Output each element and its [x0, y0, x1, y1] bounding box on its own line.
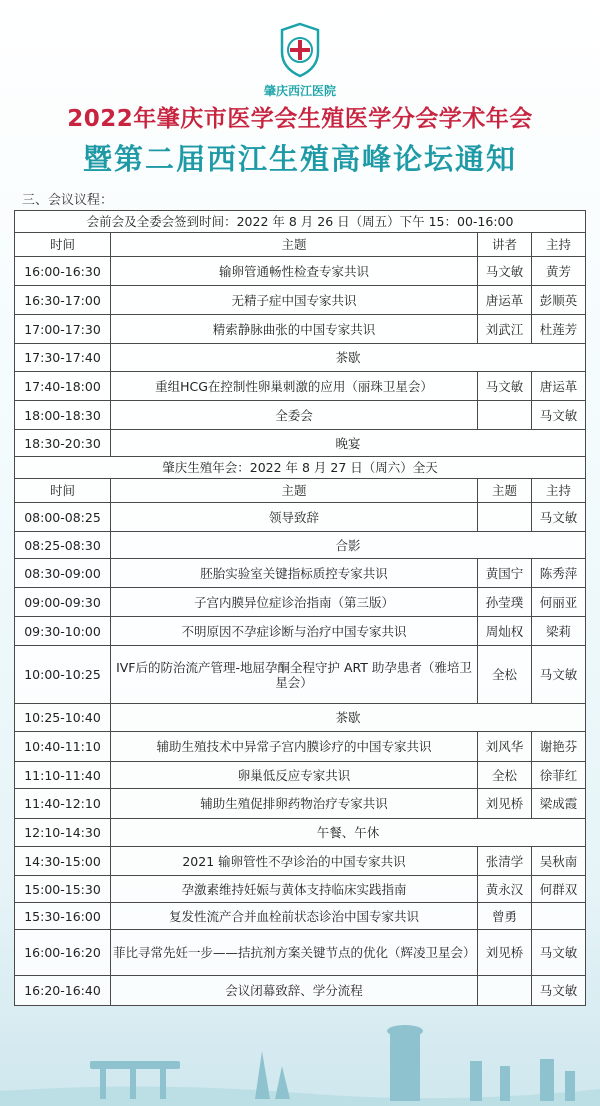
session-topic: 茶歇: [111, 344, 586, 372]
session-time: 17:40-18:00: [15, 372, 111, 401]
session-time: 15:30-16:00: [15, 903, 111, 930]
session-topic: 精索静脉曲张的中国专家共识: [111, 315, 478, 344]
session-chair: 杜莲芳: [532, 315, 586, 344]
day-header: 肇庆生殖年会：2022 年 8 月 27 日（周六）全天: [15, 457, 586, 479]
session-time: 17:00-17:30: [15, 315, 111, 344]
table-row: [15, 847, 586, 876]
session-chair: [532, 903, 586, 930]
session-speaker: 黄永汉: [478, 876, 532, 903]
session-time: 18:30-20:30: [15, 430, 111, 457]
column-header: 主题: [111, 233, 478, 257]
column-header: 主题: [111, 479, 478, 503]
column-header: 主持: [532, 479, 586, 503]
session-speaker: 刘见桥: [478, 789, 532, 819]
session-speaker: [478, 401, 532, 430]
session-time: 15:00-15:30: [15, 876, 111, 903]
table-row: [15, 789, 586, 819]
session-chair: 唐运革: [532, 372, 586, 401]
table-row: [15, 732, 586, 762]
session-time: 09:30-10:00: [15, 617, 111, 646]
session-time: 12:10-14:30: [15, 819, 111, 847]
session-speaker: 曾勇: [478, 903, 532, 930]
day2-header-row: [15, 457, 586, 479]
session-time: 08:30-09:00: [15, 559, 111, 588]
session-chair: 马文敏: [532, 930, 586, 976]
session-topic: 全委会: [111, 401, 478, 430]
session-speaker: 刘风华: [478, 732, 532, 762]
session-topic: 卵巢低反应专家共识: [111, 762, 478, 789]
session-time: 11:10-11:40: [15, 762, 111, 789]
session-topic: 午餐、午休: [111, 819, 586, 847]
table-row: [15, 401, 586, 430]
column-header: 讲者: [478, 233, 532, 257]
session-chair: 马文敏: [532, 976, 586, 1006]
session-time: 11:40-12:10: [15, 789, 111, 819]
session-time: 16:00-16:20: [15, 930, 111, 976]
session-speaker: 周灿权: [478, 617, 532, 646]
table-row: [15, 876, 586, 903]
title-line-1: 2022年肇庆市医学会生殖医学分会学术年会: [67, 106, 533, 132]
column-header: 主持: [532, 233, 586, 257]
session-time: 10:25-10:40: [15, 704, 111, 732]
session-speaker: [478, 976, 532, 1006]
session-topic: 晚宴: [111, 430, 586, 457]
title-line-2: 暨第二届西江生殖高峰论坛通知: [82, 142, 517, 176]
session-speaker: 刘武江: [478, 315, 532, 344]
hospital-name: 肇庆西江医院: [263, 84, 336, 98]
session-topic: 合影: [111, 532, 586, 559]
table-row: [15, 532, 586, 559]
hospital-logo-block: [0, 22, 600, 99]
session-chair: 徐菲红: [532, 762, 586, 789]
session-chair: 梁成霞: [532, 789, 586, 819]
city-skyline-illustration: [0, 1011, 600, 1106]
session-topic: 辅助生殖促排卵药物治疗专家共识: [111, 789, 478, 819]
table-row: [15, 503, 586, 532]
session-chair: 黄芳: [532, 257, 586, 286]
session-topic: 辅助生殖技术中异常子宫内膜诊疗的中国专家共识: [111, 732, 478, 762]
session-topic: 重组HCG在控制性卵巢刺激的应用（丽珠卫星会）: [111, 372, 478, 401]
table-row: [15, 976, 586, 1006]
session-topic: 胚胎实验室关键指标质控专家共识: [111, 559, 478, 588]
session-time: 08:25-08:30: [15, 532, 111, 559]
session-topic: 孕激素维持妊娠与黄体支持临床实践指南: [111, 876, 478, 903]
table-row: [15, 430, 586, 457]
session-chair: 吴秋南: [532, 847, 586, 876]
session-topic: IVF后的防治流产管理-地屈孕酮全程守护 ART 助孕患者（雅培卫星会）: [111, 646, 478, 704]
column-header: 时间: [15, 233, 111, 257]
session-speaker: 刘见桥: [478, 930, 532, 976]
session-chair: 马文敏: [532, 646, 586, 704]
session-topic: 复发性流产合并血栓前状态诊治中国专家共识: [111, 903, 478, 930]
session-speaker: 马文敏: [478, 372, 532, 401]
table-row: [15, 903, 586, 930]
session-topic: 菲比寻常先妊一步——拮抗剂方案关键节点的优化（辉凌卫星会）: [111, 930, 478, 976]
table-row: [15, 372, 586, 401]
section-heading: 三、会议议程：: [22, 193, 114, 208]
session-topic: 输卵管通畅性检查专家共识: [111, 257, 478, 286]
session-topic: 不明原因不孕症诊断与治疗中国专家共识: [111, 617, 478, 646]
session-topic: 无精子症中国专家共识: [111, 286, 478, 315]
column-header: 时间: [15, 479, 111, 503]
session-speaker: 黄国宁: [478, 559, 532, 588]
table-row: [15, 344, 586, 372]
table-row: [15, 762, 586, 789]
session-chair: 谢艳芬: [532, 732, 586, 762]
day1-header-row: [15, 211, 586, 233]
table-row: [15, 646, 586, 704]
session-topic: 会议闭幕致辞、学分流程: [111, 976, 478, 1006]
session-topic: 2021 输卵管性不孕诊治的中国专家共识: [111, 847, 478, 876]
session-speaker: 张清学: [478, 847, 532, 876]
agenda-table: [14, 210, 586, 1006]
session-time: 17:30-17:40: [15, 344, 111, 372]
session-time: 16:20-16:40: [15, 976, 111, 1006]
session-topic: 子宫内膜异位症诊治指南（第三版）: [111, 588, 478, 617]
table-row: [15, 819, 586, 847]
session-chair: 陈秀萍: [532, 559, 586, 588]
session-chair: 彭顺英: [532, 286, 586, 315]
day1-column-header-row: [15, 233, 586, 257]
session-chair: 马文敏: [532, 503, 586, 532]
session-speaker: 全松: [478, 762, 532, 789]
session-time: 16:00-16:30: [15, 257, 111, 286]
session-time: 10:40-11:10: [15, 732, 111, 762]
session-time: 16:30-17:00: [15, 286, 111, 315]
session-speaker: 全松: [478, 646, 532, 704]
session-time: 10:00-10:25: [15, 646, 111, 704]
table-row: [15, 315, 586, 344]
session-speaker: 马文敏: [478, 257, 532, 286]
session-speaker: 唐运革: [478, 286, 532, 315]
session-time: 18:00-18:30: [15, 401, 111, 430]
session-topic: 领导致辞: [111, 503, 478, 532]
table-row: [15, 257, 586, 286]
session-chair: 何群双: [532, 876, 586, 903]
hospital-logo-icon: [279, 22, 321, 78]
session-chair: 马文敏: [532, 401, 586, 430]
session-chair: 梁莉: [532, 617, 586, 646]
session-topic: 茶歇: [111, 704, 586, 732]
table-row: [15, 588, 586, 617]
session-speaker: 孙莹璞: [478, 588, 532, 617]
column-header: 主题: [478, 479, 532, 503]
day-header: 会前会及全委会签到时间：2022 年 8 月 26 日（周五）下午 15：00-16:00: [15, 211, 586, 233]
table-row: [15, 930, 586, 976]
session-time: 14:30-15:00: [15, 847, 111, 876]
table-row: [15, 286, 586, 315]
session-chair: 何丽亚: [532, 588, 586, 617]
table-row: [15, 559, 586, 588]
session-speaker: [478, 503, 532, 532]
table-row: [15, 617, 586, 646]
session-time: 08:00-08:25: [15, 503, 111, 532]
day2-column-header-row: [15, 479, 586, 503]
session-time: 09:00-09:30: [15, 588, 111, 617]
table-row: [15, 704, 586, 732]
